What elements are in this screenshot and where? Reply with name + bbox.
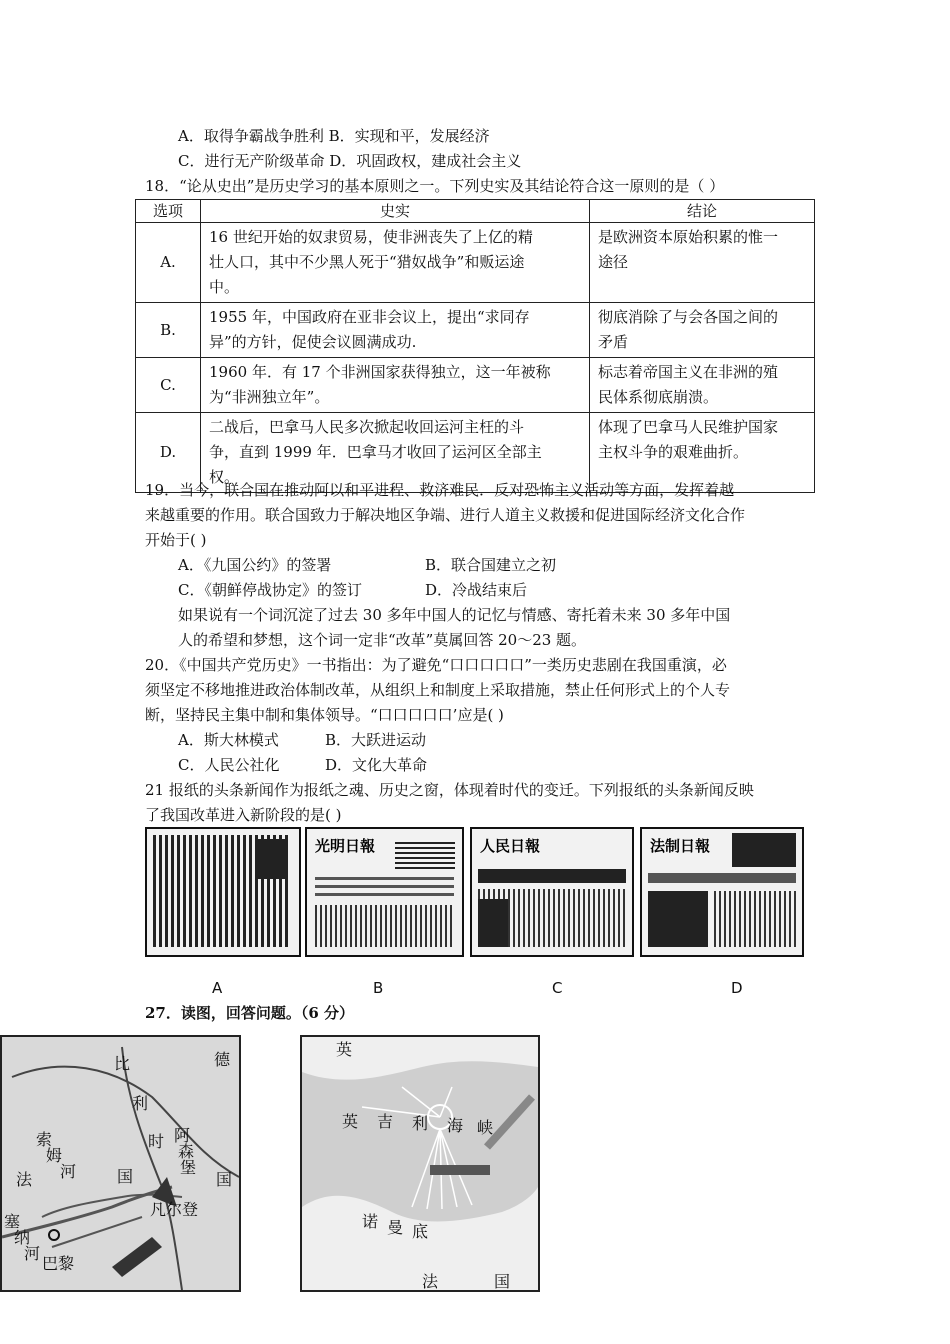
q18-stem: 18．“论从史出”是历史学习的基本原则之一。下列史实及其结论符合这一原则的是（ ） <box>145 177 725 195</box>
fact-cell <box>201 223 590 303</box>
q19-option-a: A．《九国公约》的签署 <box>178 556 332 574</box>
newspaper-masthead-d: 法制日報 <box>650 837 711 855</box>
map-label: 海 <box>447 1116 464 1135</box>
intro-line2: 人的希望和梦想，这个词一定非“改革”莫属回答 20～23 题。 <box>178 631 587 649</box>
map-label: 姆 <box>46 1146 63 1165</box>
map-label: 诺 <box>362 1212 379 1231</box>
map-label: 英 <box>342 1112 359 1131</box>
q19-option-d: D．冷战结束后 <box>425 581 528 599</box>
column-header-conclusion: 结论 <box>590 200 815 223</box>
q19-stem-line1: 19．当今，联合国在推动阿以和平进程、救济难民．反对恐怖主义活动等方面，发挥着越 <box>145 481 735 499</box>
conclusion-cell <box>590 223 815 303</box>
normandy-map-svg <box>302 1037 538 1290</box>
map-label: 河 <box>24 1244 41 1263</box>
fact-line: 中。 <box>209 278 240 296</box>
map-label: 塞 <box>4 1212 21 1231</box>
option-cell: A. <box>136 223 201 303</box>
q20-option-d: D．文化大革命 <box>325 756 428 774</box>
map-label: 森 <box>178 1142 195 1161</box>
conclusion-line: 民体系彻底崩溃。 <box>598 388 719 406</box>
map-label: 底 <box>412 1222 429 1241</box>
newspaper-image-d <box>640 827 804 957</box>
conclusion-cell <box>590 303 815 358</box>
map-label: 法 <box>16 1170 33 1189</box>
conclusion-cell <box>590 358 815 413</box>
map-label: 国 <box>494 1272 511 1290</box>
map-label: 利 <box>132 1094 149 1113</box>
newspaper-caption-a: A <box>212 979 223 997</box>
q18-table <box>135 199 815 493</box>
q20-stem-line2: 须坚定不移地推进政治体制改革，从组织上和制度上采取措施，禁止任何形式上的个人专 <box>145 681 731 699</box>
newspaper-image-a <box>145 827 301 957</box>
q17-options-line2: C．进行无产阶级革命 D．巩固政权，建成社会主义 <box>178 152 522 170</box>
q20-option-c: C．人民公社化 <box>178 756 280 774</box>
newspaper-masthead-c: 人民日報 <box>480 837 541 855</box>
map-label: 堡 <box>180 1158 197 1177</box>
option-cell: C. <box>136 358 201 413</box>
map-label: 吉 <box>377 1112 394 1131</box>
q17-options-line1: A．取得争霸战争胜利 B．实现和平，发展经济 <box>178 127 490 145</box>
intro-line1: 如果说有一个词沉淀了过去 30 多年中国人的记忆与情感、寄托着未来 30 多年中国 <box>178 606 731 624</box>
fact-line: 16 世纪开始的奴隶贸易，使非洲丧失了上亿的精 <box>209 228 533 246</box>
newspaper-masthead-b: 光明日報 <box>315 837 376 855</box>
map-label: 国 <box>117 1167 134 1186</box>
conclusion-line: 矛盾 <box>598 333 629 351</box>
conclusion-line: 主权斗争的艰难曲折。 <box>598 443 749 461</box>
q19-stem-line2: 来越重要的作用。联合国致力于解决地区争端、进行人道主义救援和促进国际经济文化合作 <box>145 506 746 524</box>
table-row <box>136 358 815 413</box>
map-label: 索 <box>36 1130 53 1149</box>
q19-option-c: C．《朝鲜停战协定》的签订 <box>178 581 362 599</box>
column-header-fact: 史实 <box>201 200 590 223</box>
map-label: 法 <box>422 1272 439 1290</box>
newspaper-caption-c: C <box>552 979 563 997</box>
fact-line: 争，直到 1999 年．巴拿马才收回了运河区全部主 <box>209 443 542 461</box>
verdun-map-svg <box>2 1037 239 1290</box>
map-label: 曼 <box>387 1218 404 1237</box>
option-cell: D. <box>136 413 201 493</box>
q19-stem-line3: 开始于( ) <box>145 531 207 549</box>
fact-line: 壮人口，其中不少黑人死于“猎奴战争”和贩运途 <box>209 253 525 271</box>
table-row <box>136 303 815 358</box>
newspaper-image-b <box>305 827 464 957</box>
q19-option-b: B．联合国建立之初 <box>425 556 557 574</box>
map-label: 河 <box>60 1162 77 1181</box>
table-row <box>136 223 815 303</box>
map-label: 巴黎 <box>42 1254 75 1273</box>
q20-stem-line3: 断，坚持民主集中制和集体领导。“口口口口口’应是( ) <box>145 706 504 724</box>
q20-stem-line1: 20．《中国共产党历史》一书指出：为了避免“口口口口口”一类历史悲剧在我国重演，必 <box>145 656 727 674</box>
fact-line: 异”的方针，促使会议圆满成功. <box>209 333 417 351</box>
conclusion-line: 是欧洲资本原始积累的惟一 <box>598 228 779 246</box>
q21-stem-line2: 了我国改革进入新阶段的是( ) <box>145 806 342 824</box>
fact-line: 二战后，巴拿马人民多次掀起收回运河主枉的斗 <box>209 418 525 436</box>
newspaper-image-c <box>470 827 634 957</box>
map-label: 比 <box>114 1054 131 1073</box>
map-label: 凡尔登 <box>150 1200 199 1219</box>
map-label: 峡 <box>477 1118 494 1137</box>
conclusion-line: 彻底消除了与会各国之间的 <box>598 308 779 326</box>
table-header-row <box>136 200 815 223</box>
map-label: 英 <box>336 1040 353 1059</box>
q20-option-b: B．大跃进运动 <box>325 731 427 749</box>
option-cell: B. <box>136 303 201 358</box>
q20-option-a: A．斯大林模式 <box>178 731 279 749</box>
normandy-map-image <box>300 1035 540 1292</box>
map-label: 纳 <box>14 1228 31 1247</box>
q21-stem-line1: 21 报纸的头条新闻作为报纸之魂、历史之窗，体现着时代的变迁。下列报纸的头条新闻反映 <box>145 781 754 799</box>
column-header-option: 选项 <box>136 200 201 223</box>
fact-line: 为“非洲独立年”。 <box>209 388 330 406</box>
map-label: 国 <box>216 1170 233 1189</box>
map-label: 德 <box>214 1050 231 1069</box>
verdun-map-image <box>0 1035 241 1292</box>
fact-line: 权。 <box>209 468 240 486</box>
newspaper-caption-d: D <box>731 979 743 997</box>
newspaper-caption-b: B <box>373 979 384 997</box>
map-label: 时 <box>148 1132 165 1151</box>
map-label: 阿 <box>174 1126 191 1145</box>
fact-cell <box>201 358 590 413</box>
conclusion-line: 体现了巴拿马人民维护国家 <box>598 418 779 436</box>
conclusion-line: 标志着帝国主义在非洲的殖 <box>598 363 779 381</box>
fact-cell <box>201 303 590 358</box>
conclusion-line: 途径 <box>598 253 629 271</box>
fact-line: 1955 年，中国政府在亚非会议上，提出“求同存 <box>209 308 530 326</box>
q27-title: 27．读图，回答问题。（6 分） <box>145 1004 355 1022</box>
fact-line: 1960 年．有 17 个非洲国家获得独立，这一年被称 <box>209 363 551 381</box>
map-label: 利 <box>412 1114 429 1133</box>
